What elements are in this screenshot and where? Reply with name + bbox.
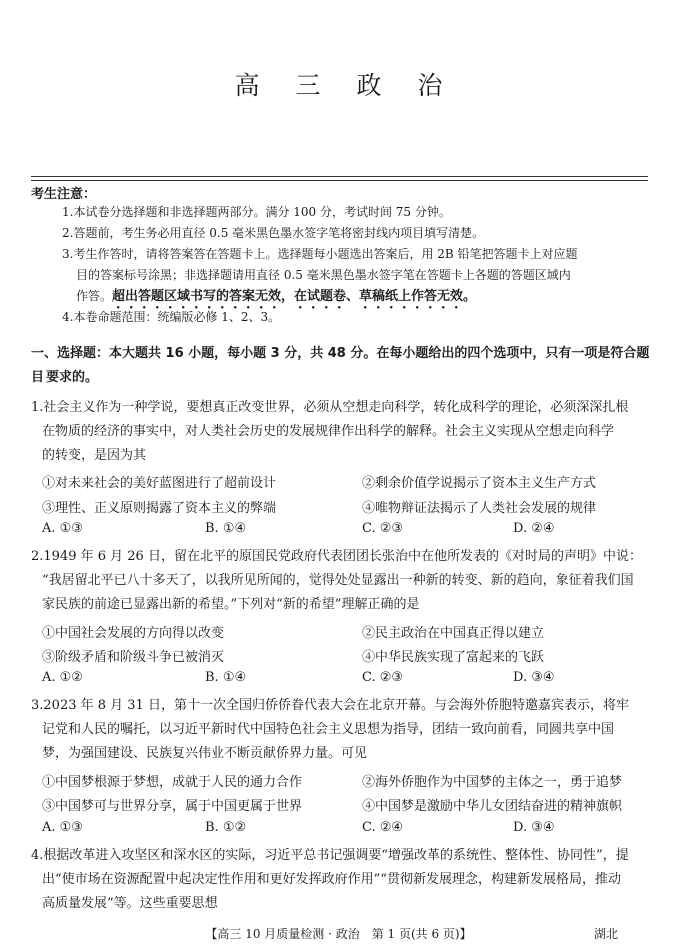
choice-c: C. ②③ xyxy=(362,670,404,685)
divider xyxy=(31,180,648,181)
question-4-line-1: 4.根据改革进入攻坚区和深水区的实际，习近平总书记强调要“增强改革的系统性、整体性、协同性”，提 xyxy=(31,848,629,863)
section-heading: 一、选择题：本大题共 16 小题，每小题 3 分，共 48 分。在每小题给出的四个选项中，只有一项是符合题目 xyxy=(31,346,650,385)
question-1-line-2: 在物质的经济的事实中，对人类社会历史的发展规律作出科学的解释。社会主义实现从空想走向科学 xyxy=(42,424,615,439)
statement: ③阶级矛盾和阶级斗争已被消灭 xyxy=(42,650,225,665)
statement: ④中华民族实现了富起来的飞跃 xyxy=(362,650,545,665)
question-2-line-1: 2.1949 年 6 月 26 日，留在北平的原国民党政府代表团团长张治中在他所发表的《对时局的声明》中说： xyxy=(31,549,642,564)
choice-b: B. ①② xyxy=(205,820,247,835)
notice-prefix: 作答。 xyxy=(76,289,113,303)
notice-item-3-line-2: 目的答案标号涂黑；非选择题请用直径 0.5 毫米黑色墨水签字笔在答题卡上各题的答题区域内 xyxy=(76,268,571,282)
footer-region: 湖北 xyxy=(594,927,619,941)
choice-c: C. ②④ xyxy=(362,820,404,835)
question-1-line-1: 1.社会主义作为一种学说，要想真正改变世界，必须从空想走向科学，转化成科学的理论，必须深深扎根 xyxy=(31,400,629,415)
choice-d: D. ③④ xyxy=(513,670,555,685)
statement: ②民主政治在中国真正得以建立 xyxy=(362,626,545,641)
choice-a: A. ①③ xyxy=(42,521,83,536)
notice-item-2: 2.答题前，考生务必用直径 0.5 毫米黑色墨水签字笔将密封线内项目填写清楚。 xyxy=(62,226,485,240)
choice-b: B. ①④ xyxy=(205,521,247,536)
section-heading-cont: 要求的。 xyxy=(46,370,99,385)
statement: ②剩余价值学说揭示了资本主义生产方式 xyxy=(362,476,597,491)
statement: ④唯物辩证法揭示了人类社会发展的规律 xyxy=(362,501,597,516)
notice-title: 考生注意： xyxy=(31,187,97,202)
choice-c: C. ②③ xyxy=(362,521,404,536)
choice-d: D. ②④ xyxy=(513,521,555,536)
statement: ④中国梦是激励中华儿女团结奋进的精神旗帜 xyxy=(362,799,623,814)
question-4-line-3: 高质量发展”等。这些重要思想 xyxy=(42,896,218,911)
notice-item-3: 3.考生作答时，请将答案答在答题卡上。选择题每小题选出答案后，用 2B 铅笔把答题卡上对应题 xyxy=(62,247,578,261)
statement: ①中国梦根源于梦想，成就于人民的通力合作 xyxy=(42,775,303,790)
statement: ①中国社会发展的方向得以改变 xyxy=(42,626,225,641)
page-title: 高 三 政 治 xyxy=(234,71,457,100)
choice-b: B. ①④ xyxy=(205,670,247,685)
question-1-line-3: 的转变，是因为其 xyxy=(42,448,147,463)
statement: ②海外侨胞作为中国梦的主体之一，勇于追梦 xyxy=(362,775,623,790)
notice-item-4: 4.本卷命题范围：统编版必修 1、2、3。 xyxy=(62,310,281,324)
statement: ③理性、正义原则揭露了资本主义的弊端 xyxy=(42,501,277,516)
divider xyxy=(31,176,648,177)
question-3-line-1: 3.2023 年 8 月 31 日，第十一次全国归侨侨眷代表大会在北京开幕。与会海外侨胞特邀嘉宾表示，将牢 xyxy=(31,698,629,713)
question-4-line-2: 出“使市场在资源配置中起决定性作用和更好发挥政府作用”“贯彻新发展理念，构建新发展格局，推动 xyxy=(42,872,621,887)
statement: ③中国梦可与世界分享，属于中国更属于世界 xyxy=(42,799,303,814)
page-footer: 【高三 10 月质量检测 · 政治 第 1 页(共 6 页)】 xyxy=(205,927,472,941)
choice-a: A. ①③ xyxy=(42,820,83,835)
statement: ①对未来社会的美好蓝图进行了超前设计 xyxy=(42,476,277,491)
choice-d: D. ③④ xyxy=(513,820,555,835)
notice-item-1: 1.本试卷分选择题和非选择题两部分。满分 100 分，考试时间 75 分钟。 xyxy=(62,205,451,219)
notice-emphasis: 超出答题区域书写的答案无效，在试题卷、草稿纸上作答无效。 xyxy=(112,289,477,304)
question-3-line-2: 记党和人民的嘱托，以习近平新时代中国特色社会主义思想为指导，团结一致向前看，同圆共享中国 xyxy=(42,722,615,737)
question-2-line-2: “我居留北平已八十多天了，以我所见所闻的，觉得处处显露出一种新的转变、新的趋向，象征着我们国 xyxy=(42,573,634,588)
choice-a: A. ①② xyxy=(42,670,83,685)
question-3-line-3: 梦，为强国建设、民族复兴伟业不断贡献侨界力量。可见 xyxy=(42,746,368,761)
question-2-line-3: 家民族的前途已显露出新的希望。”下列对“新的希望”理解正确的是 xyxy=(42,597,420,612)
